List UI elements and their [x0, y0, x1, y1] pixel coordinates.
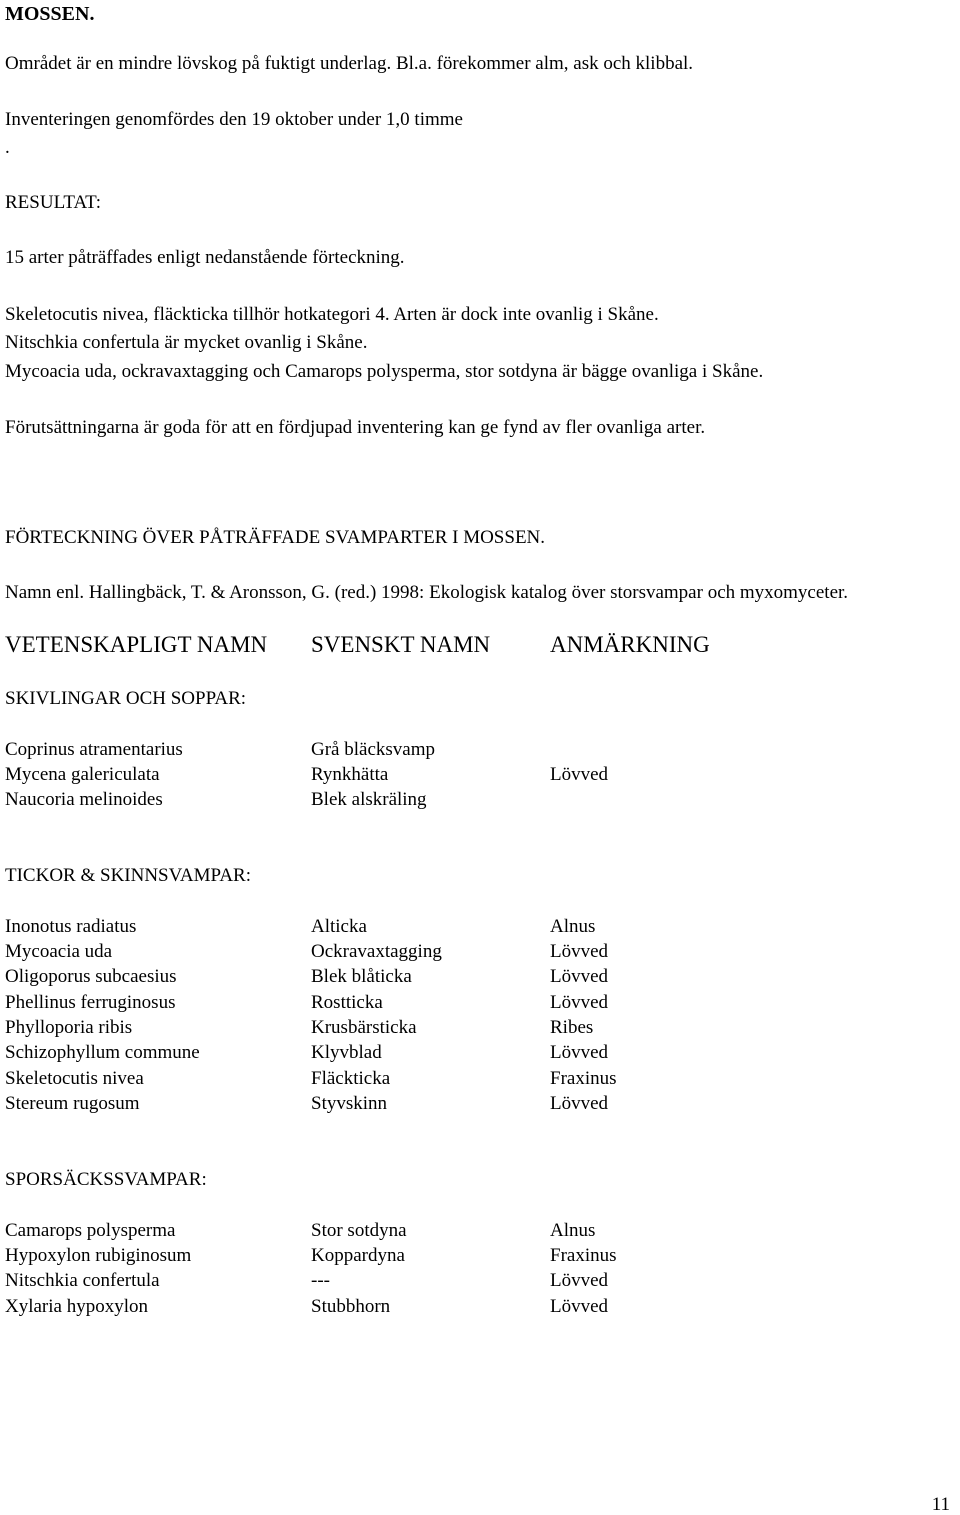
group-heading: SKIVLINGAR OCH SOPPAR: — [5, 688, 247, 709]
scientific-name: Phylloporia ribis — [5, 1017, 133, 1038]
intro-paragraph: Området är en mindre lövskog på fuktigt underlag. Bl.a. förekommer alm, ask och klibbal. — [5, 53, 694, 74]
remark: Alnus — [550, 1220, 596, 1241]
swedish-name: Blek alskräling — [311, 789, 427, 810]
swedish-name: Krusbärsticka — [311, 1017, 417, 1038]
remark: Alnus — [550, 916, 596, 937]
species-count-paragraph: 15 arter påträffades enligt nedanstående förteckning. — [5, 247, 405, 268]
conclusion-paragraph: Förutsättningarna är goda för att en fördjupad inventering kan ge fynd av fler ovanliga arter. — [5, 417, 706, 438]
scientific-name: Hypoxylon rubiginosum — [5, 1245, 192, 1266]
swedish-name: Klyvblad — [311, 1042, 382, 1063]
finding-paragraph-1: Skeletocutis nivea, fläckticka tillhör hotkategori 4. Arten är dock inte ovanlig i Skåne. — [5, 304, 659, 325]
swedish-name: Fläckticka — [311, 1068, 391, 1089]
swedish-name: Ockravaxtagging — [311, 941, 442, 962]
remark: Lövved — [550, 966, 609, 987]
scientific-name: Mycoacia uda — [5, 941, 113, 962]
scientific-name: Nitschkia confertula — [5, 1270, 160, 1291]
scientific-name: Oligoporus subcaesius — [5, 966, 177, 987]
swedish-name: Rynkhätta — [311, 764, 389, 785]
scientific-name: Xylaria hypoxylon — [5, 1296, 149, 1317]
swedish-name: Rostticka — [311, 992, 383, 1013]
remark: Lövved — [550, 941, 609, 962]
species-list-heading: FÖRTECKNING ÖVER PÅTRÄFFADE SVAMPARTER I MOSSEN. — [5, 527, 546, 548]
remark: Lövved — [550, 1296, 609, 1317]
scientific-name: Camarops polysperma — [5, 1220, 176, 1241]
scientific-name: Schizophyllum commune — [5, 1042, 200, 1063]
swedish-name: Stubbhorn — [311, 1296, 391, 1317]
header-swedish-name: SVENSKT NAMN — [311, 632, 491, 657]
swedish-name: --- — [311, 1270, 330, 1291]
finding-paragraph-2: Nitschkia confertula är mycket ovanlig i Skåne. — [5, 332, 368, 353]
swedish-name: Styvskinn — [311, 1093, 388, 1114]
scientific-name: Stereum rugosum — [5, 1093, 140, 1114]
scientific-name: Coprinus atramentarius — [5, 739, 183, 760]
remark: Lövved — [550, 1042, 609, 1063]
scientific-name: Skeletocutis nivea — [5, 1068, 144, 1089]
scientific-name: Naucoria melinoides — [5, 789, 163, 810]
remark: Fraxinus — [550, 1245, 617, 1266]
remark: Ribes — [550, 1017, 594, 1038]
group-heading: SPORSÄCKSSVAMPAR: — [5, 1169, 207, 1190]
group-heading: TICKOR & SKINNSVAMPAR: — [5, 865, 252, 886]
stray-dot: . — [5, 137, 10, 158]
inventory-date-paragraph: Inventeringen genomfördes den 19 oktober under 1,0 timme — [5, 109, 463, 130]
remark: Lövved — [550, 992, 609, 1013]
remark: Lövved — [550, 764, 609, 785]
header-remark: ANMÄRKNING — [550, 632, 710, 657]
scientific-name: Inonotus radiatus — [5, 916, 137, 937]
remark: Lövved — [550, 1270, 609, 1291]
reference-paragraph: Namn enl. Hallingbäck, T. & Aronsson, G. (red.) 1998: Ekologisk katalog över storsvampar och myxomyceter. — [5, 582, 849, 603]
swedish-name: Grå bläcksvamp — [311, 739, 435, 760]
scientific-name: Mycena galericulata — [5, 764, 160, 785]
remark: Fraxinus — [550, 1068, 617, 1089]
scientific-name: Phellinus ferruginosus — [5, 992, 176, 1013]
swedish-name: Stor sotdyna — [311, 1220, 407, 1241]
document-title: MOSSEN. — [5, 3, 95, 25]
swedish-name: Alticka — [311, 916, 367, 937]
header-scientific-name: VETENSKAPLIGT NAMN — [5, 632, 268, 657]
page-number: 11 — [931, 1494, 950, 1515]
finding-paragraph-3: Mycoacia uda, ockravaxtagging och Camarops polysperma, stor sotdyna är bägge ovanliga i Skåne. — [5, 361, 764, 382]
swedish-name: Blek blåticka — [311, 966, 412, 987]
swedish-name: Koppardyna — [311, 1245, 405, 1266]
remark: Lövved — [550, 1093, 609, 1114]
result-heading: RESULTAT: — [5, 192, 102, 213]
